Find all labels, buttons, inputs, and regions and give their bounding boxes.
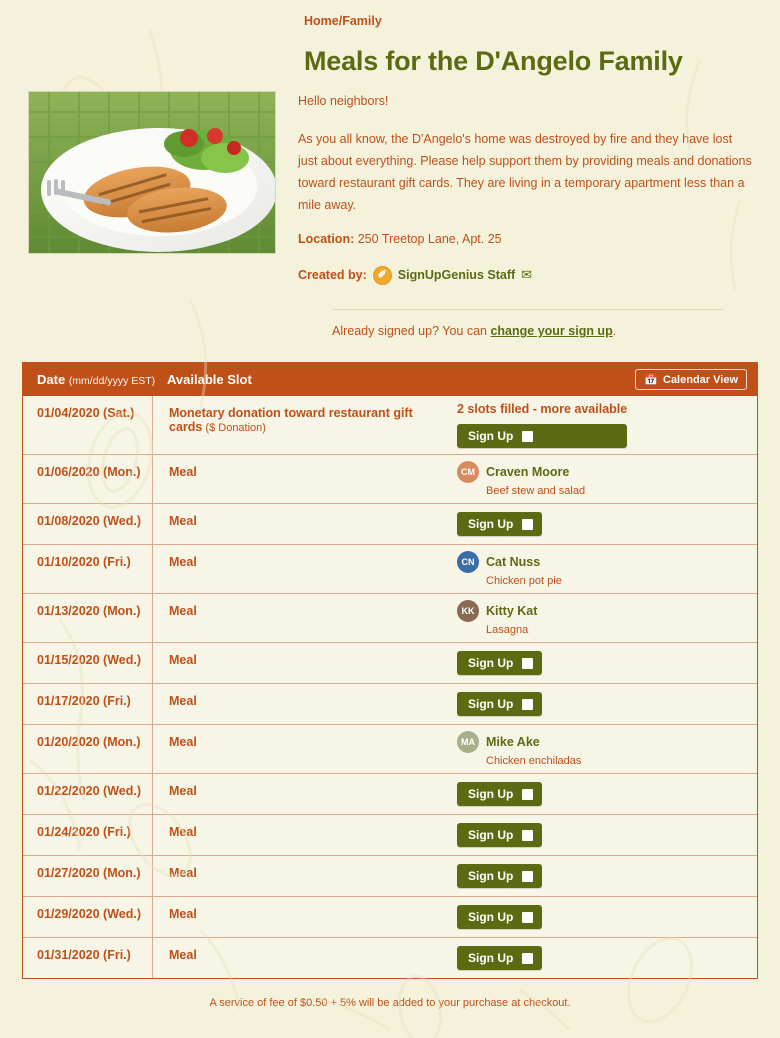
calendar-icon: 📅 xyxy=(644,374,658,387)
column-header-date xyxy=(37,372,167,387)
sign-up-button[interactable] xyxy=(457,823,542,847)
person-note: Chicken pot pie xyxy=(486,575,562,588)
row-slot-label: Meal xyxy=(169,825,197,840)
row-slot xyxy=(153,856,453,896)
row-action xyxy=(453,684,757,724)
table-body xyxy=(23,396,757,978)
sign-up-button[interactable] xyxy=(457,424,627,448)
checkbox-icon[interactable] xyxy=(522,871,533,882)
row-person-stack xyxy=(457,551,562,587)
row-slot xyxy=(153,725,453,773)
row-action xyxy=(453,815,757,855)
row-date: 01/13/2020 (Mon.) xyxy=(23,594,153,642)
already-signed-up xyxy=(332,324,724,338)
row-action xyxy=(453,545,757,593)
avatar: CN xyxy=(457,551,479,573)
sign-up-button[interactable] xyxy=(457,782,542,806)
location-label: Location: xyxy=(298,232,355,247)
column-header-date-label: Date xyxy=(37,372,66,388)
already-signed-up-text: Already signed up? You can xyxy=(332,324,491,339)
table-row xyxy=(23,855,757,896)
row-action xyxy=(453,504,757,544)
table-row xyxy=(23,593,757,642)
row-slot-label: Meal xyxy=(169,694,197,709)
sign-up-label: Sign Up xyxy=(468,517,514,532)
row-action xyxy=(453,594,757,642)
checkbox-icon[interactable] xyxy=(522,431,533,442)
row-action xyxy=(453,396,757,454)
sign-up-label: Sign Up xyxy=(468,910,514,925)
table-row xyxy=(23,814,757,855)
row-date: 01/08/2020 (Wed.) xyxy=(23,504,153,544)
description-text: As you all know, the D'Angelo's home was destroyed by fire and they have lost just about everything. Please help support them by providing meals and donations toward restaurant gift cards. They are living in a temporary apartment less than a mile away. xyxy=(298,131,752,212)
signed-up-person xyxy=(457,600,537,622)
person-note: Chicken enchiladas xyxy=(486,755,582,768)
avatar: CM xyxy=(457,461,479,483)
intro-section xyxy=(28,91,752,287)
checkbox-icon[interactable] xyxy=(522,912,533,923)
row-action xyxy=(453,856,757,896)
table-row xyxy=(23,544,757,593)
mail-icon[interactable]: ✉ xyxy=(521,267,533,283)
row-slot xyxy=(153,774,453,814)
row-slot-label: Meal xyxy=(169,866,197,881)
person-name[interactable]: Kitty Kat xyxy=(486,604,538,619)
row-person-stack xyxy=(457,731,581,767)
event-description xyxy=(298,91,752,287)
row-action-stack xyxy=(457,402,627,448)
row-date: 01/10/2020 (Fri.) xyxy=(23,545,153,593)
page-title: Meals for the D'Angelo Family xyxy=(304,46,683,77)
row-date: 01/24/2020 (Fri.) xyxy=(23,815,153,855)
row-slot-label: Meal xyxy=(169,784,197,799)
signed-up-person xyxy=(457,461,585,483)
row-action xyxy=(453,897,757,937)
row-action xyxy=(453,774,757,814)
row-slot xyxy=(153,684,453,724)
sign-up-label: Sign Up xyxy=(468,656,514,671)
table-row xyxy=(23,454,757,503)
signed-up-person xyxy=(457,731,581,753)
row-date: 01/29/2020 (Wed.) xyxy=(23,897,153,937)
row-slot xyxy=(153,545,453,593)
person-note: Lasagna xyxy=(486,624,529,637)
sign-up-button[interactable] xyxy=(457,692,542,716)
row-status-text: 2 slots filled - more available xyxy=(457,402,628,417)
row-slot xyxy=(153,938,453,978)
checkbox-icon[interactable] xyxy=(522,830,533,841)
row-slot xyxy=(153,897,453,937)
table-row xyxy=(23,896,757,937)
row-slot-label: Meal xyxy=(169,555,197,570)
sign-up-label: Sign Up xyxy=(468,951,514,966)
service-fee-note: A service of fee of $0.50 + 5% will be added to your purchase at checkout. xyxy=(209,997,571,1010)
row-date: 01/06/2020 (Mon.) xyxy=(23,455,153,503)
checkbox-icon[interactable] xyxy=(522,953,533,964)
checkbox-icon[interactable] xyxy=(522,789,533,800)
sign-up-label: Sign Up xyxy=(468,697,514,712)
row-date: 01/27/2020 (Mon.) xyxy=(23,856,153,896)
row-action xyxy=(453,455,757,503)
greeting-text: Hello neighbors! xyxy=(298,94,389,109)
row-slot xyxy=(153,455,453,503)
event-photo-wrap xyxy=(28,91,276,254)
checkbox-icon[interactable] xyxy=(522,658,533,669)
row-slot-label: Meal xyxy=(169,735,197,750)
grilled-chicken-image xyxy=(29,92,276,254)
table-row xyxy=(23,683,757,724)
signup-table xyxy=(22,362,758,979)
row-slot-label: Meal xyxy=(169,514,197,529)
section-divider xyxy=(332,309,724,310)
row-date: 01/31/2020 (Fri.) xyxy=(23,938,153,978)
avatar: KK xyxy=(457,600,479,622)
person-note: Beef stew and salad xyxy=(486,485,586,498)
person-name[interactable]: Craven Moore xyxy=(486,465,570,480)
row-slot-label: Meal xyxy=(169,653,197,668)
row-slot-label: Meal xyxy=(169,907,197,922)
location-value: 250 Treetop Lane, Apt. 25 xyxy=(357,232,502,247)
sign-up-button[interactable] xyxy=(457,946,542,970)
row-slot xyxy=(153,643,453,683)
location-line xyxy=(298,229,752,251)
row-action xyxy=(453,643,757,683)
row-slot xyxy=(153,504,453,544)
created-by-label: Created by: xyxy=(298,267,367,282)
row-slot-label: Monetary donation toward restaurant gift cards xyxy=(169,406,413,435)
signed-up-person xyxy=(457,551,562,573)
sign-up-label: Sign Up xyxy=(468,828,514,843)
table-row xyxy=(23,642,757,683)
sign-up-button[interactable] xyxy=(457,864,542,888)
table-row xyxy=(23,724,757,773)
sign-up-button[interactable] xyxy=(457,512,542,536)
table-row xyxy=(23,396,757,454)
sign-up-label: Sign Up xyxy=(468,787,514,802)
row-date: 01/20/2020 (Mon.) xyxy=(23,725,153,773)
person-name[interactable]: Cat Nuss xyxy=(486,555,541,570)
row-person-stack xyxy=(457,461,585,497)
row-date: 01/04/2020 (Sat.) xyxy=(23,396,153,454)
row-date: 01/22/2020 (Wed.) xyxy=(23,774,153,814)
event-photo xyxy=(28,91,276,254)
calendar-view-label: Calendar View xyxy=(663,373,738,386)
table-row xyxy=(23,503,757,544)
row-date: 01/15/2020 (Wed.) xyxy=(23,643,153,683)
sign-up-button[interactable] xyxy=(457,651,542,675)
row-slot xyxy=(153,594,453,642)
checkbox-icon[interactable] xyxy=(522,699,533,710)
row-action xyxy=(453,725,757,773)
sign-up-button[interactable] xyxy=(457,905,542,929)
calendar-view-button[interactable] xyxy=(635,369,747,390)
sign-up-label: Sign Up xyxy=(468,869,514,884)
table-row xyxy=(23,937,757,978)
row-action xyxy=(453,938,757,978)
column-header-date-sub: (mm/dd/yyyy EST) xyxy=(68,375,156,388)
row-slot-sublabel: ($ Donation) xyxy=(202,422,266,435)
row-slot-label: Meal xyxy=(169,465,197,480)
avatar: MA xyxy=(457,731,479,753)
table-row xyxy=(23,773,757,814)
already-signed-up-period: . xyxy=(612,324,617,339)
checkbox-icon[interactable] xyxy=(522,519,533,530)
change-signup-link[interactable]: change your sign up xyxy=(490,324,613,339)
row-person-stack xyxy=(457,600,537,636)
creator-avatar: ✐ xyxy=(373,266,392,285)
row-date: 01/17/2020 (Fri.) xyxy=(23,684,153,724)
sign-up-label: Sign Up xyxy=(468,429,514,444)
table-header-row xyxy=(23,363,757,396)
page-header xyxy=(0,0,780,338)
breadcrumb[interactable]: Home/Family xyxy=(304,14,382,28)
person-name[interactable]: Mike Ake xyxy=(486,735,540,750)
creator-name[interactable]: SignUpGenius Staff xyxy=(397,267,516,282)
row-slot xyxy=(153,815,453,855)
created-by-row xyxy=(298,264,752,287)
column-header-slot: Available Slot xyxy=(167,372,252,388)
row-slot-label: Meal xyxy=(169,604,197,619)
row-slot xyxy=(153,396,453,454)
row-slot-label: Meal xyxy=(169,948,197,963)
